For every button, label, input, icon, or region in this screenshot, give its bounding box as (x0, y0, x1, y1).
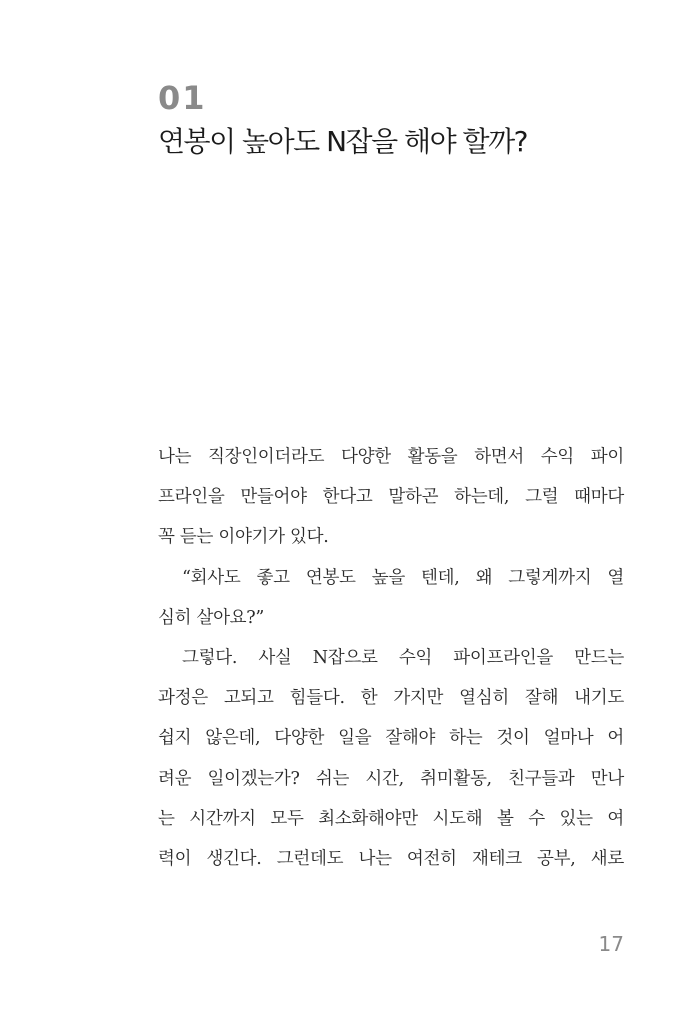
text-line: 는 시간까지 모두 최소화해야만 시도해 볼 수 있는 여 (158, 808, 624, 829)
text-line: 나는 직장인이더라도 다양한 활동을 하면서 수익 파이 (158, 447, 624, 467)
text-line: 심히 살아요?” (158, 607, 265, 628)
text-line: “회사도 좋고 연봉도 높을 텐데, 왜 그렇게까지 열 (182, 567, 624, 588)
text-line: 그렇다. 사실 N잡으로 수익 파이프라인을 만드는 (182, 647, 624, 668)
page-number: 17 (598, 932, 624, 956)
chapter-title: 연봉이 높아도 N잡을 해야 할까? (158, 125, 527, 158)
text-line: 프라인을 만들어야 한다고 말하곤 하는데, 그럴 때마다 (158, 487, 624, 508)
chapter-number: 01 (158, 79, 207, 117)
text-line: 력이 생긴다. 그런데도 나는 여전히 재테크 공부, 새로 (158, 848, 624, 869)
text-line: 꼭 듣는 이야기가 있다. (158, 527, 329, 548)
text-line: 쉽지 않은데, 다양한 일을 잘해야 하는 것이 얼마나 어 (158, 728, 624, 749)
body-text (158, 437, 624, 879)
text-line: 과정은 고되고 힘들다. 한 가지만 열심히 잘해 내기도 (158, 688, 624, 709)
text-line: 려운 일이겠는가? 쉬는 시간, 취미활동, 친구들과 만나 (158, 768, 624, 789)
